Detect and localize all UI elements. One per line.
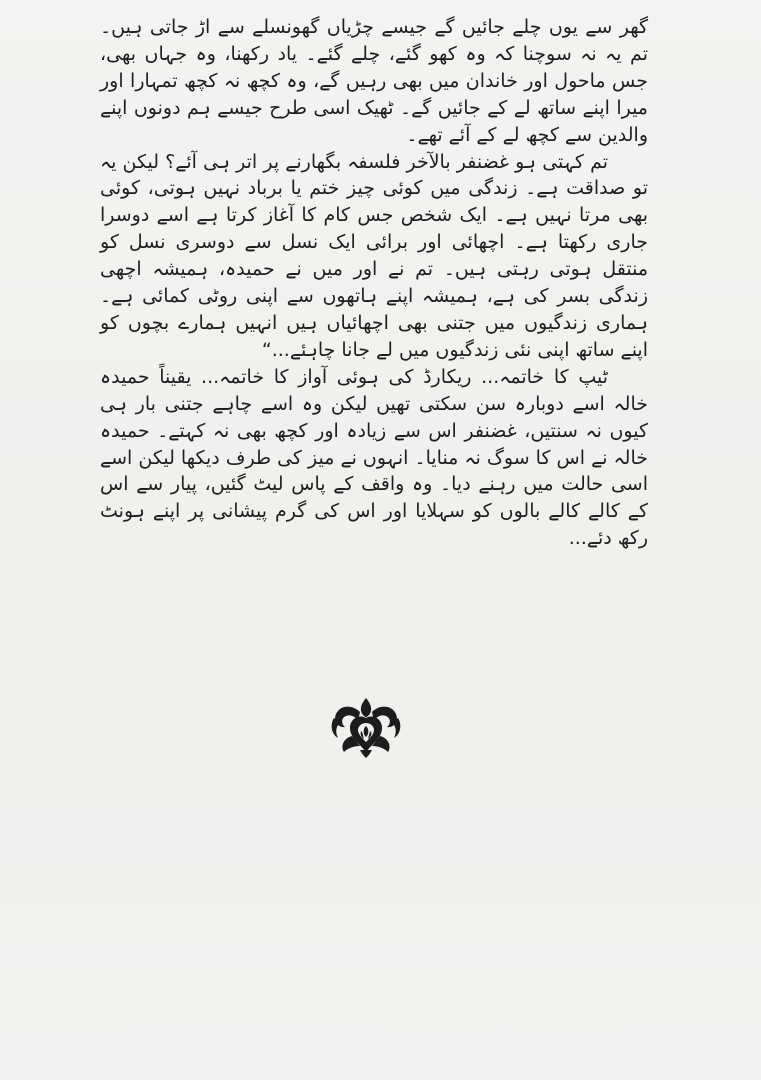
paragraph-1: گھر سے یوں چلے جائیں گے جیسے چڑیاں گھونسلے سے اڑ جاتی ہیں۔ تم یہ نہ سوچنا کہ وہ کھو گئے، چلے گئے۔ یاد رکھنا، وہ جہاں بھی، جس ماحول اور خاندان میں بھی رہیں گے، وہ کچھ نہ کچھ تمہارا اور میرا اپنے ساتھ لے کے جائیں گے۔ ٹھیک اسی طرح جیسے ہم دونوں اپنے والدین سے کچھ لے کے آئے تھے۔ <box>100 16 648 146</box>
paragraph-2: تم کہتی ہو غضنفر بالآخر فلسفہ بگھارنے پر اتر ہی آئے؟ لیکن یہ تو صداقت ہے۔ زندگی میں کوئی چیز ختم یا برباد نہیں ہوتی، کوئی بھی مرتا نہیں ہے۔ ایک شخص جس کام کا آغاز کرتا ہے اسے دوسرا جاری رکھتا ہے۔ اچھائی اور برائی ایک نسل سے دوسری نسل کو منتقل ہوتی رہتی ہیں۔ تم نے اور میں نے حمیدہ، ہمیشہ اچھی زندگی بسر کی ہے، ہمیشہ اپنے ہاتھوں سے اپنی روٹی کمائی ہے۔ ہماری زندگیوں میں جتنی بھی اچھائیاں ہیں انہیں ہمارے بچوں کو اپنے ساتھ اپنی نئی زندگیوں میں لے جانا چاہئے...“ <box>100 150 648 361</box>
text-block <box>100 14 648 552</box>
paragraph-3: ٹیپ کا خاتمہ... ریکارڈ کی ہوئی آواز کا خاتمہ... یقیناً حمیدہ خالہ اسے دوبارہ سن سکتی تھیں لیکن وہ اسے چاہے جتنی بار ہی کیوں نہ سنتیں، غضنفر اس سے زیادہ اور کچھ بھی نہ کہتے۔ حمیدہ خالہ نے اس کا سوگ نہ منایا۔ انہوں نے میز کی طرف دیکھا لیکن اسے اسی حالت میں رہنے دیا۔ وہ واقف کے پاس لیٹ گئیں، پیار سے اس کے کالے کالے بالوں کو سہلایا اور اس کی گرم پیشانی پر اپنے ہونٹ رکھ دئے... <box>100 365 648 550</box>
floral-ornament-icon <box>330 696 402 758</box>
